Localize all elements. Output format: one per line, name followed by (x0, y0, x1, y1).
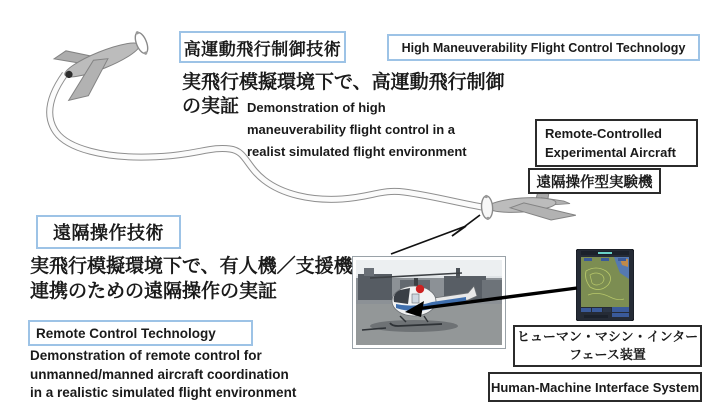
label-box-remote-aircraft-jp: 遠隔操作型実験機 (528, 168, 661, 194)
hmi-to-helicopter-arrow (405, 288, 577, 317)
label-box-hmi-jp (513, 325, 702, 367)
desc-en-line2: maneuverability flight control in a (247, 122, 456, 137)
title-box-remote-control-en: Remote Control Technology (28, 320, 253, 346)
rc-desc-en-line3: in a realistic simulated flight environment (30, 385, 297, 400)
rc-desc-jp-line2: 連携のための遠隔操作の実証 (30, 281, 278, 302)
title-box-high-maneuverability-en: High Maneuverability Flight Control Technology (387, 34, 700, 61)
label-box-hmi-en: Human-Machine Interface System (488, 372, 702, 402)
desc-remote-control-jp (30, 254, 353, 304)
rc-desc-en-line1: Demonstration of remote control for (30, 348, 262, 363)
rc-desc-jp-line1: 実飛行模擬環境下で、有人機／支援機 (30, 256, 353, 277)
remote-aircraft-en-line1: Remote-Controlled (545, 126, 662, 141)
desc-jp-line2: の実証 (182, 96, 240, 117)
hmi-jp-line1: ヒューマン・マシン・インター (516, 329, 699, 344)
remote-aircraft-en-line2: Experimental Aircraft (545, 145, 677, 160)
label-box-remote-aircraft-en (535, 119, 698, 167)
rc-desc-en-line2: unmanned/manned aircraft coordination (30, 366, 289, 382)
desc-high-maneuverability-en (247, 97, 467, 163)
title-box-remote-control-jp: 遠隔操作技術 (36, 215, 181, 249)
desc-remote-control-en (30, 347, 296, 403)
title-box-high-maneuverability-jp: 高運動飛行制御技術 (179, 31, 346, 63)
desc-en-line3: realist simulated flight environment (247, 144, 467, 159)
maneuvering-uav-icon (51, 22, 157, 104)
radio-link-zigzag-icon (391, 215, 480, 254)
hmi-jp-line2: フェース装置 (569, 347, 646, 362)
desc-en-line1: Demonstration of high (247, 100, 386, 115)
desc-jp-line1: 実飛行模擬環境下で、高運動飛行制御 (182, 72, 505, 93)
